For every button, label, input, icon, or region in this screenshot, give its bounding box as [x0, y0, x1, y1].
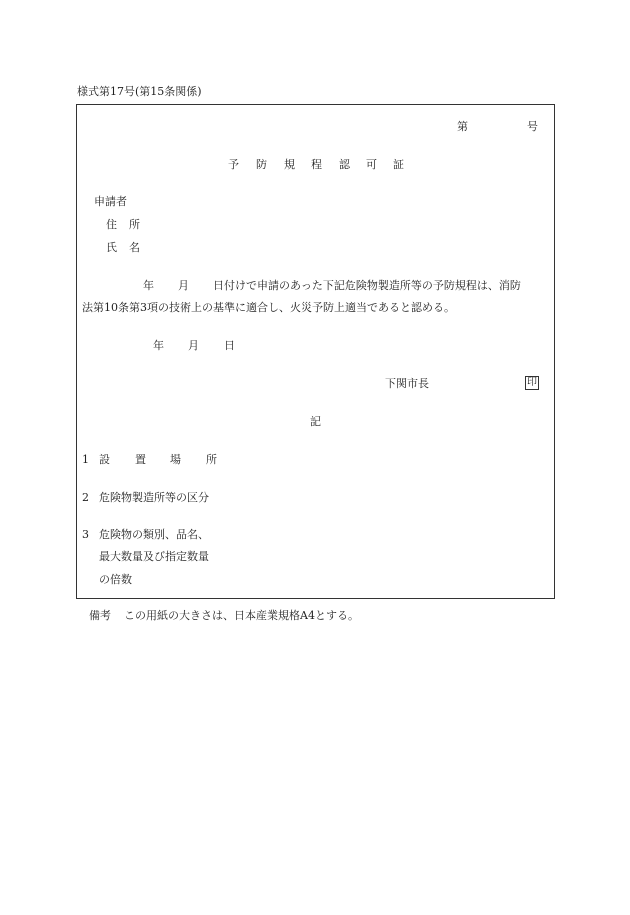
item-3-label-line: 危険物の類別、品名、 — [99, 528, 209, 541]
item-1-label-char: 場 — [170, 453, 181, 466]
title-char: 可 — [366, 158, 377, 171]
item-1-label-char: 設 — [99, 453, 110, 466]
item-2-label: 危険物製造所等の区分 — [99, 491, 209, 504]
title-char: 証 — [393, 158, 404, 171]
body-month: 月 — [178, 279, 189, 292]
title-char: 予 — [228, 158, 239, 171]
issuer: 下関市長 — [385, 377, 429, 390]
name-label-char: 名 — [129, 241, 140, 254]
date-day: 日 — [224, 339, 235, 352]
number-dai: 第 — [457, 120, 468, 133]
item-1-label-char: 置 — [135, 453, 146, 466]
body-year: 年 — [143, 279, 154, 292]
date-month: 月 — [188, 339, 199, 352]
form-frame — [76, 104, 555, 599]
number-go: 号 — [527, 120, 538, 133]
item-3-label-line: 最大数量及び指定数量 — [99, 550, 209, 563]
applicant-label: 申請者 — [94, 195, 127, 208]
name-label-char: 氏 — [106, 241, 117, 254]
item-3-label-line: の倍数 — [99, 573, 132, 586]
remarks-label: 備考 — [89, 609, 111, 622]
title-char: 規 — [284, 158, 295, 171]
title-char: 認 — [339, 158, 350, 171]
address-label-char: 所 — [129, 218, 140, 231]
title-char: 防 — [256, 158, 267, 171]
body-line1: 日付けで申請のあった下記危険物製造所等の予防規程は、消防 — [213, 279, 521, 292]
form-style-number: 様式第17号(第15条関係) — [77, 85, 202, 98]
item-2-number: 2 — [82, 491, 89, 504]
item-3-number: 3 — [82, 528, 89, 541]
ki-heading: 記 — [310, 415, 321, 428]
address-label-char: 住 — [106, 218, 117, 231]
remarks-text: この用紙の大きさは、日本産業規格A4とする。 — [124, 609, 359, 622]
item-1-number: 1 — [82, 453, 89, 466]
date-year: 年 — [153, 339, 164, 352]
seal-mark: 印 — [527, 377, 537, 388]
title-char: 程 — [311, 158, 322, 171]
item-1-label-char: 所 — [206, 453, 217, 466]
body-line2: 法第10条第3項の技術上の基準に適合し、火災予防上適当であると認める。 — [82, 301, 455, 314]
